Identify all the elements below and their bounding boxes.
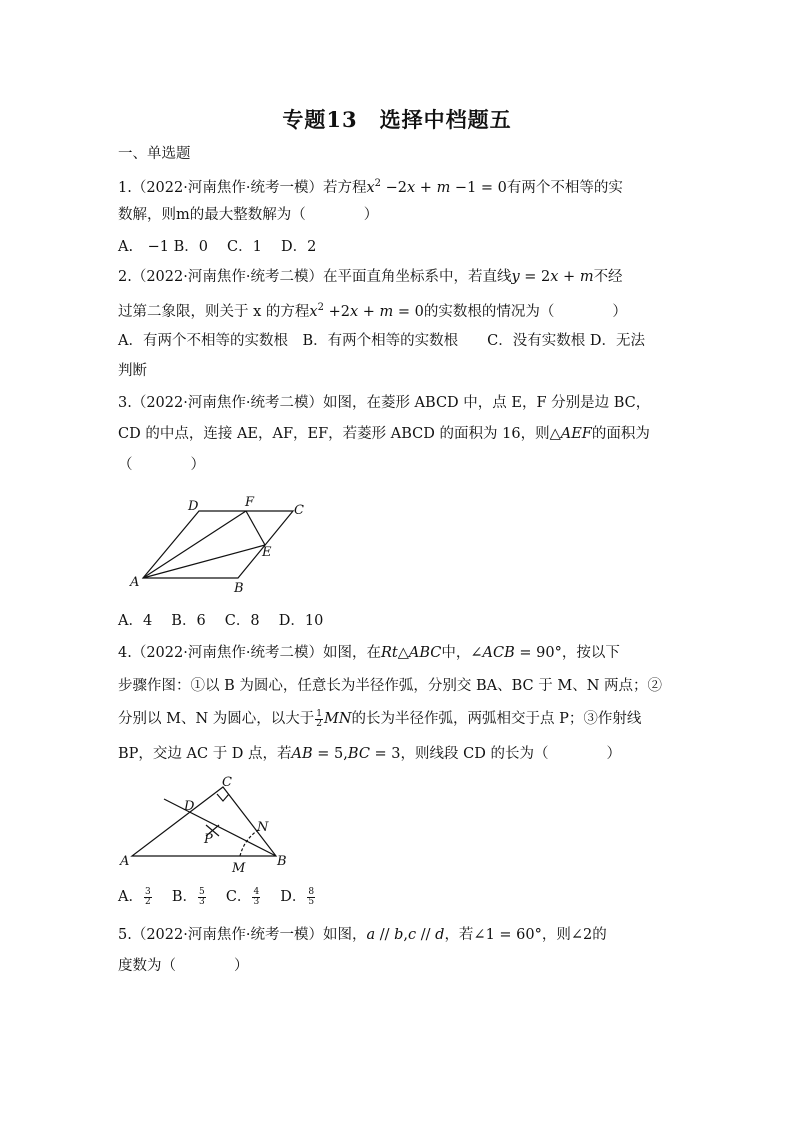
- fig4-label-a: A: [120, 854, 130, 869]
- q5-line1: 5.（2022·河南焦作·统考一模）如图，a // b,c // d，若∠1 = 60°，则∠2的: [118, 927, 607, 943]
- q4-line1: 4.（2022·河南焦作·统考二模）如图，在Rt△ABC中，∠ACB = 90°，按以下: [118, 645, 620, 661]
- q3-line1: 3.（2022·河南焦作·统考二模）如图，在菱形 ABCD 中，点 E，F 分别是边 BC，: [118, 395, 651, 411]
- rhombus-figure: [118, 490, 318, 600]
- page-title: 专题13 选择中档题五: [282, 107, 512, 132]
- fig3-label-f: F: [245, 495, 255, 510]
- q2-options: A．有两个不相等的实数根 B．有两个相等的实数根 C．没有实数根 D．无法: [118, 333, 645, 349]
- fig4-label-p: P: [204, 832, 213, 847]
- q5-line2: 度数为（ ）: [118, 958, 249, 974]
- fig3-label-e: E: [262, 545, 272, 560]
- q3-options: A．4 B．6 C．8 D．10: [118, 613, 324, 629]
- q4-line3: 分别以 M、N 为圆心，以大于 $\frac{1}{2}$ MN的长为半径作弧，两弧相交于点 P；③作射线: [118, 708, 642, 729]
- fig3-label-a: A: [130, 575, 140, 590]
- q2-options-cont: 判断: [118, 363, 147, 379]
- q1-options: A. −1 B．0 C．1 D．2: [118, 239, 317, 255]
- q2-line1: 2.（2022·河南焦作·统考二模）在平面直角坐标系中，若直线y = 2x + m不经: [118, 269, 623, 285]
- fig3-label-b: B: [234, 581, 244, 596]
- q4-line4: BP，交边 AC 于 D 点，若AB = 5,BC = 3，则线段 CD 的长为（ ）: [118, 746, 621, 762]
- q3-line3: （ ）: [118, 457, 205, 473]
- triangle-figure: [118, 773, 298, 873]
- fig4-label-c: C: [222, 775, 232, 790]
- fig3-label-c: C: [294, 503, 304, 518]
- fig4-label-d: D: [184, 799, 195, 814]
- q2-line2: 过第二象限，则关于 x 的方程$x^2 +2x + m = 0$的实数根的情况为（ ）: [118, 302, 627, 320]
- fig4-label-b: B: [277, 854, 287, 869]
- q1-line1: 1.（2022·河南焦作·统考一模）若方程$x^2 -2x + m -1 = 0$有两个不相等的实: [118, 178, 623, 196]
- q1-line2: 数解，则m的最大整数解为（ ）: [118, 207, 379, 223]
- fig4-label-m: M: [232, 861, 246, 873]
- q4-line2: 步骤作图：①以 B 为圆心，任意长为半径作弧，分别交 BA、BC 于 M、N 两点；②: [118, 678, 662, 694]
- fig3-label-d: D: [188, 499, 199, 514]
- q4-options: A． $\frac{3}{2}$ B． $\frac{5}{3}$ C． $\frac{4}{3}$ D． $\frac{8}{5}$: [118, 886, 315, 907]
- fig4-label-n: N: [257, 820, 269, 835]
- q3-line2: CD 的中点，连接 AE，AF，EF，若菱形 ABCD 的面积为 16，则△AEF的面积为: [118, 426, 650, 442]
- section-heading: 一、单选题: [118, 146, 191, 162]
